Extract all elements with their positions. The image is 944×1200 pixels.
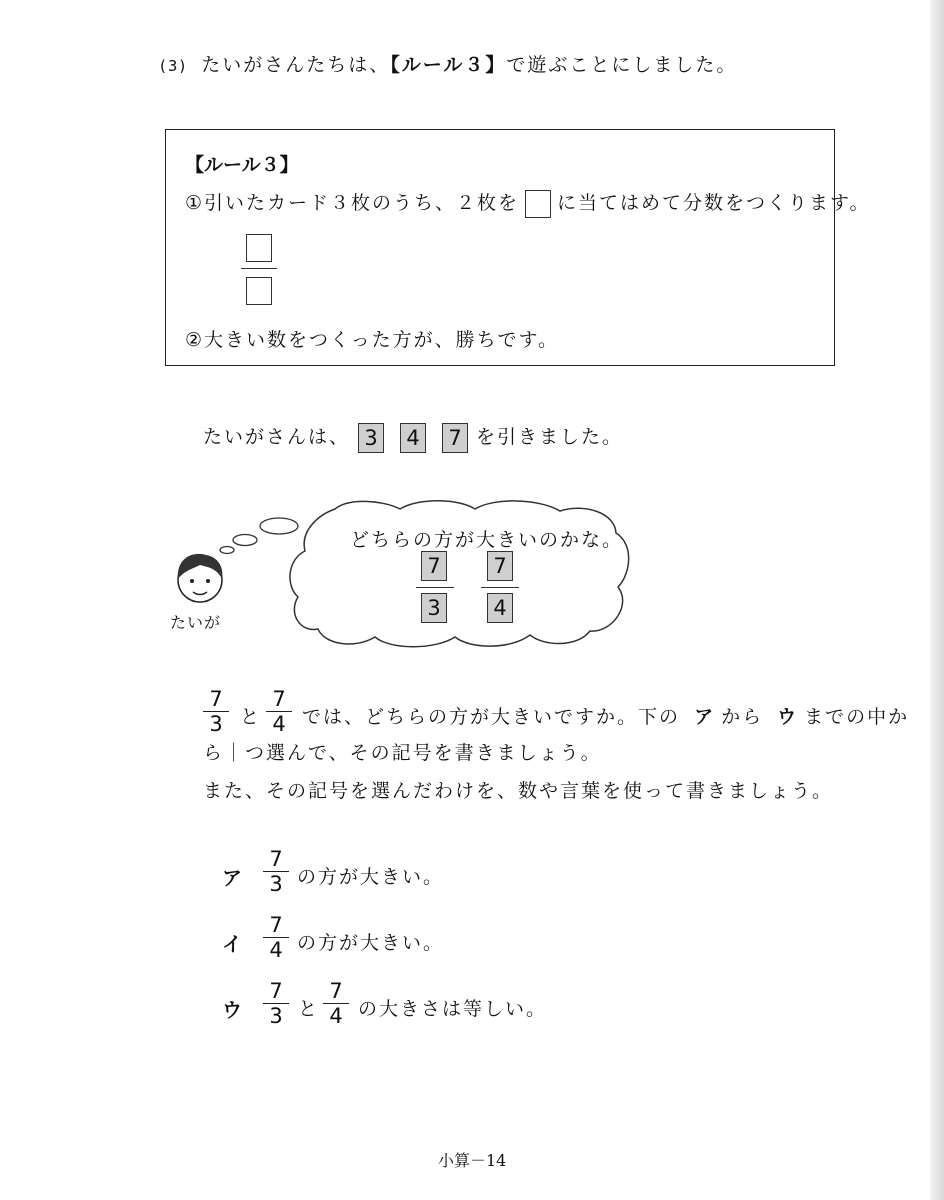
bubble-fraction-a-numerator: 7 bbox=[421, 551, 447, 581]
bubble-fraction-b-bar bbox=[481, 587, 519, 588]
choice-u-numerator-2: 7 bbox=[329, 979, 343, 1003]
thought-bubble-illustration bbox=[160, 495, 640, 655]
choice-i-denominator: 4 bbox=[269, 938, 283, 963]
character-name: たいが bbox=[170, 613, 222, 632]
choice-a-fraction bbox=[263, 848, 289, 895]
choice-u-denominator-1: 3 bbox=[269, 1004, 283, 1029]
thought-dot-small bbox=[220, 547, 234, 554]
empty-slot-box bbox=[525, 190, 551, 218]
fraction-bar bbox=[241, 268, 277, 269]
prompt-fraction-2 bbox=[266, 688, 292, 735]
drawn-cards-line bbox=[203, 422, 623, 453]
choice-u-and: と bbox=[298, 998, 320, 1020]
choice-a-denominator: 3 bbox=[269, 872, 283, 897]
thought-dot-large bbox=[260, 518, 298, 534]
thought-text: どちらの方が大きいのかな。 bbox=[350, 529, 624, 551]
prompt-label-a: ア bbox=[694, 706, 716, 728]
question-text-before: たいがさんたちは、 bbox=[201, 54, 391, 76]
prompt-line-1 bbox=[302, 702, 909, 729]
choice-u-denominator-2: 4 bbox=[329, 1004, 343, 1029]
question-text-after: で遊ぶことにしました。 bbox=[506, 54, 738, 76]
choice-u-fraction-1 bbox=[263, 980, 289, 1027]
choice-u-text: の大きさは等しい。 bbox=[358, 998, 548, 1020]
question-line bbox=[160, 50, 737, 77]
question-number: (3) bbox=[160, 57, 188, 75]
page-edge bbox=[930, 0, 944, 1200]
rule-item-1-before: ①引いたカード３枚のうち、２枚を bbox=[185, 192, 520, 214]
prompt-fraction-2-numerator: 7 bbox=[272, 687, 286, 711]
prompt-fraction-2-denominator: 4 bbox=[272, 712, 286, 737]
prompt-line-3: また、その記号を選んだわけを、数や言葉を使って書きましょう。 bbox=[203, 780, 834, 802]
rule-title: 【ルール３】 bbox=[185, 154, 299, 176]
boy-icon bbox=[178, 554, 223, 602]
choice-i-numerator: 7 bbox=[269, 913, 283, 937]
prompt-kara: から bbox=[721, 706, 764, 728]
card-7: 7 bbox=[442, 423, 468, 453]
rule-item-1 bbox=[185, 188, 871, 218]
drawn-after: を引きました。 bbox=[476, 426, 624, 448]
prompt-line-1-rest: では、どちらの方が大きいですか。下の bbox=[302, 706, 681, 728]
rule-reference: 【ルール３】 bbox=[390, 54, 507, 76]
card-3: 3 bbox=[358, 423, 384, 453]
choice-a-numerator: 7 bbox=[269, 847, 283, 871]
choice-u-fraction-2 bbox=[323, 980, 349, 1027]
thought-cloud bbox=[290, 501, 629, 647]
bubble-fraction-b-denominator: 4 bbox=[487, 593, 513, 623]
choice-i-label: イ bbox=[222, 932, 244, 956]
bubble-fraction-a-bar bbox=[416, 587, 454, 588]
choice-i-fraction bbox=[263, 914, 289, 961]
prompt-fraction-1 bbox=[203, 688, 229, 735]
prompt-madeno: までの中か bbox=[804, 706, 910, 728]
prompt-label-u: ウ bbox=[777, 706, 799, 728]
fraction-numerator-slot bbox=[246, 234, 272, 262]
fraction-denominator-slot bbox=[246, 277, 272, 305]
rule-item-2: ②大きい数をつくった方が、勝ちです。 bbox=[185, 329, 559, 351]
choice-i-text: の方が大きい。 bbox=[297, 932, 445, 954]
prompt-line-2: ら｜つ選んで、その記号を書きましょう。 bbox=[203, 742, 602, 764]
prompt-and: と bbox=[240, 706, 262, 728]
bubble-fraction-b-numerator: 7 bbox=[487, 551, 513, 581]
choice-u-numerator-1: 7 bbox=[269, 979, 283, 1003]
rule-item-1-after: に当てはめて分数をつくります。 bbox=[557, 192, 871, 214]
prompt-fraction-1-numerator: 7 bbox=[209, 687, 223, 711]
page-footer: 小算－14 bbox=[438, 1151, 507, 1170]
bubble-fraction-a-denominator: 3 bbox=[421, 593, 447, 623]
choice-a-text: の方が大きい。 bbox=[297, 866, 445, 888]
thought-dot-medium bbox=[233, 535, 257, 546]
card-4: 4 bbox=[400, 423, 426, 453]
drawn-before: たいがさんは、 bbox=[203, 426, 351, 448]
prompt-fraction-1-denominator: 3 bbox=[209, 712, 223, 737]
choice-u-label: ウ bbox=[222, 998, 244, 1022]
choice-a-label: ア bbox=[222, 866, 244, 890]
